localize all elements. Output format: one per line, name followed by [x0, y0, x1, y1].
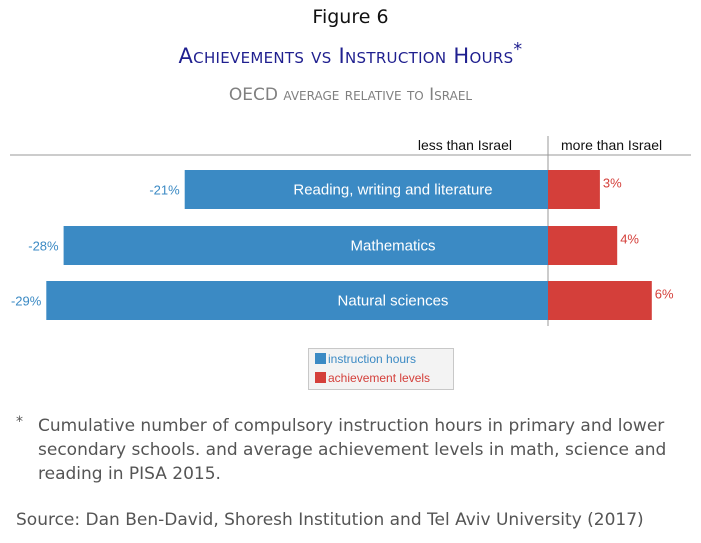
legend-swatch-instruction-hours: [315, 353, 326, 364]
bar-achievement-levels-mathematics: [548, 226, 617, 265]
legend-swatch-achievement-levels: [315, 372, 326, 383]
legend-label-instruction-hours: instruction hours: [328, 351, 417, 366]
data-label-instruction-hours-reading-writing-and-literature: -21%: [149, 182, 180, 198]
chart-legend: [308, 348, 454, 390]
figure-label: Figure 6: [312, 6, 389, 28]
footnote: [16, 414, 686, 486]
header-more-than-israel: more than Israel: [561, 137, 663, 153]
bar-chart: [0, 130, 701, 340]
category-label-reading-writing-and-literature: Reading, writing and literature: [293, 181, 493, 199]
data-label-instruction-hours-mathematics: -28%: [28, 238, 59, 254]
bar-achievement-levels-natural-sciences: [548, 281, 652, 320]
data-label-instruction-hours-natural-sciences: -29%: [10, 293, 42, 309]
bar-achievement-levels-reading-writing-and-literature: [548, 170, 600, 209]
bar-instruction-hours-mathematics: [64, 226, 548, 265]
chart-title: [0, 40, 701, 68]
chart-subtitle: OECD average relative to Israel: [228, 85, 473, 105]
source-note: Source: Dan Ben-David, Shoresh Institution and Tel Aviv University (2017): [16, 510, 644, 530]
data-label-achievement-levels-mathematics: 4%: [620, 231, 639, 247]
footnote-text: Cumulative number of compulsory instruction hours in primary and lower secondary schools. and average achievement levels in math, science and reading in PISA 2015.: [38, 416, 667, 484]
data-label-achievement-levels-reading-writing-and-literature: 3%: [602, 175, 622, 191]
title-footnote-mark: *: [513, 40, 523, 60]
category-label-natural-sciences: Natural sciences: [337, 292, 449, 310]
legend-item-instruction-hours: [309, 349, 453, 368]
legend-label-achievement-levels: achievement levels: [328, 370, 431, 385]
footnote-mark: *: [16, 414, 23, 430]
bar-instruction-hours-natural-sciences: [46, 281, 548, 320]
header-less-than-israel: less than Israel: [417, 137, 512, 153]
data-label-achievement-levels-natural-sciences: 6%: [654, 286, 674, 302]
category-label-mathematics: Mathematics: [350, 237, 436, 255]
chart-title-text: Achievements vs Instruction Hours: [178, 44, 514, 68]
legend-item-achievement-levels: [309, 368, 453, 387]
